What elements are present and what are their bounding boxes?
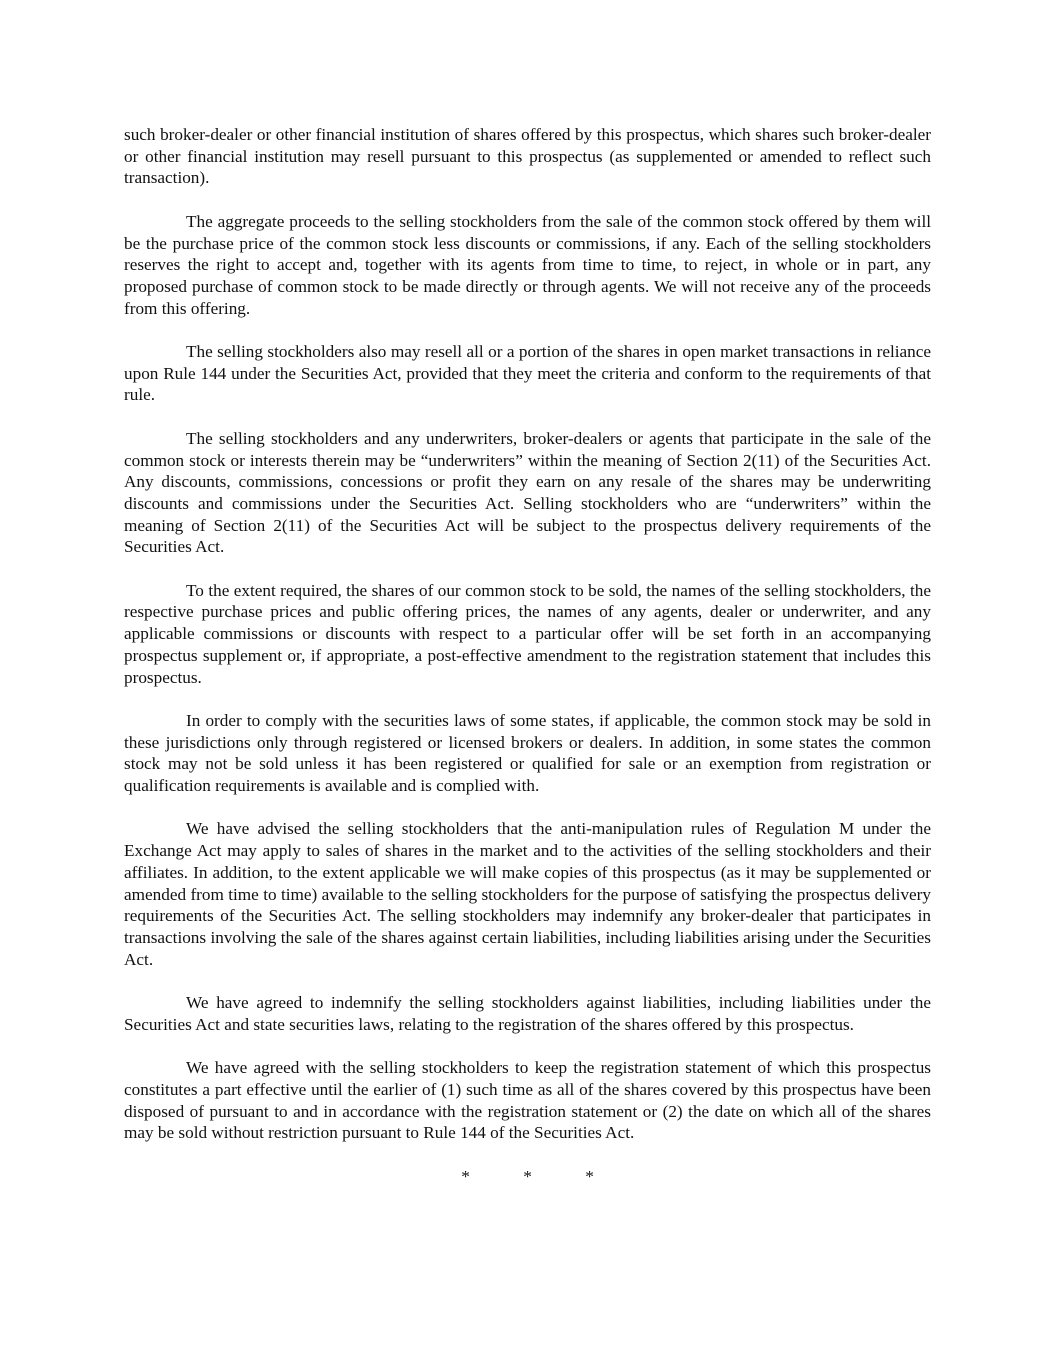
paragraph-registration-effectiveness: We have agreed with the selling stockholders to keep the registration statement of which this prospectus constitutes a part effective until the earlier of (1) such time as all of the shares covered by this prospectus have been disposed of pursuant to and in accordance with the registration statement or (2) the date on which all of the shares may be sold without restriction pursuant to Rule 144 of the Securities Act. xyxy=(124,1058,931,1143)
section-separator xyxy=(124,1166,931,1188)
separator-asterisk: * xyxy=(461,1166,470,1186)
paragraph-prospectus-supplement: To the extent required, the shares of our common stock to be sold, the names of the selling stockholders, the respective purchase prices and public offering prices, the names of any agents, dealer or underwriter, and any applicable commissions or discounts with respect to a particular offer will be set forth in an accompanying prospectus supplement or, if appropriate, a post-effective amendment to the registration statement that includes this prospectus. xyxy=(124,580,931,687)
paragraph-indemnification: We have agreed to indemnify the selling stockholders against liabilities, including liabilities under the Securities Act and state securities laws, relating to the registration of the shares offered by this prospectus. xyxy=(124,993,931,1034)
paragraph-regulation-m: We have advised the selling stockholders that the anti-manipulation rules of Regulation M under the Exchange Act may apply to sales of shares in the market and to the activities of the selling stockholders and their affiliates. In addition, to the extent applicable we will make copies of this prospectus (as it may be supplemented or amended from time to time) available to the selling stockholders for the purpose of satisfying the prospectus delivery requirements of the Securities Act. The selling stockholders may indemnify any broker-dealer that participates in transactions involving the sale of the shares against certain liabilities, including liabilities arising under the Securities Act. xyxy=(124,819,931,969)
document-page xyxy=(124,124,931,1187)
paragraph-continuation: such broker-dealer or other financial institution of shares offered by this prospectus, which shares such broker-dealer or other financial institution may resell pursuant to this prospectus (as supplemented or amended to reflect such transaction). xyxy=(124,125,931,188)
paragraph-state-securities-laws: In order to comply with the securities laws of some states, if applicable, the common stock may be sold in these jurisdictions only through registered or licensed brokers or dealers. In addition, in some states the common stock may not be sold unless it has been registered or qualified for sale or an exemption from registration or qualification requirements is available and is complied with. xyxy=(124,710,931,796)
paragraph-aggregate-proceeds: The aggregate proceeds to the selling stockholders from the sale of the common stock offered by them will be the purchase price of the common stock less discounts or commissions, if any. Each of the selling stockholders reserves the right to accept and, together with its agents from time to time, to reject, in whole or in part, any proposed purchase of common stock to be made directly or through agents. We will not receive any of the proceeds from this offering. xyxy=(124,211,931,318)
separator-asterisk: * xyxy=(523,1166,532,1186)
paragraph-rule-144-resale: The selling stockholders also may resell all or a portion of the shares in open market transactions in reliance upon Rule 144 under the Securities Act, provided that they meet the criteria and conform to the requirements of that rule. xyxy=(124,342,931,405)
paragraph-underwriters: The selling stockholders and any underwriters, broker-dealers or agents that participate in the sale of the common stock or interests therein may be “underwriters” within the meaning of Section 2(11) of the Securities Act. Any discounts, commissions, concessions or profit they earn on any resale of the shares may be underwriting discounts and commissions under the Securities Act. Selling stockholders who are “underwriters” within the meaning of Section 2(11) of the Securities Act will be subject to the prospectus delivery requirements of the Securities Act. xyxy=(124,428,931,557)
separator-asterisk: * xyxy=(585,1166,594,1186)
